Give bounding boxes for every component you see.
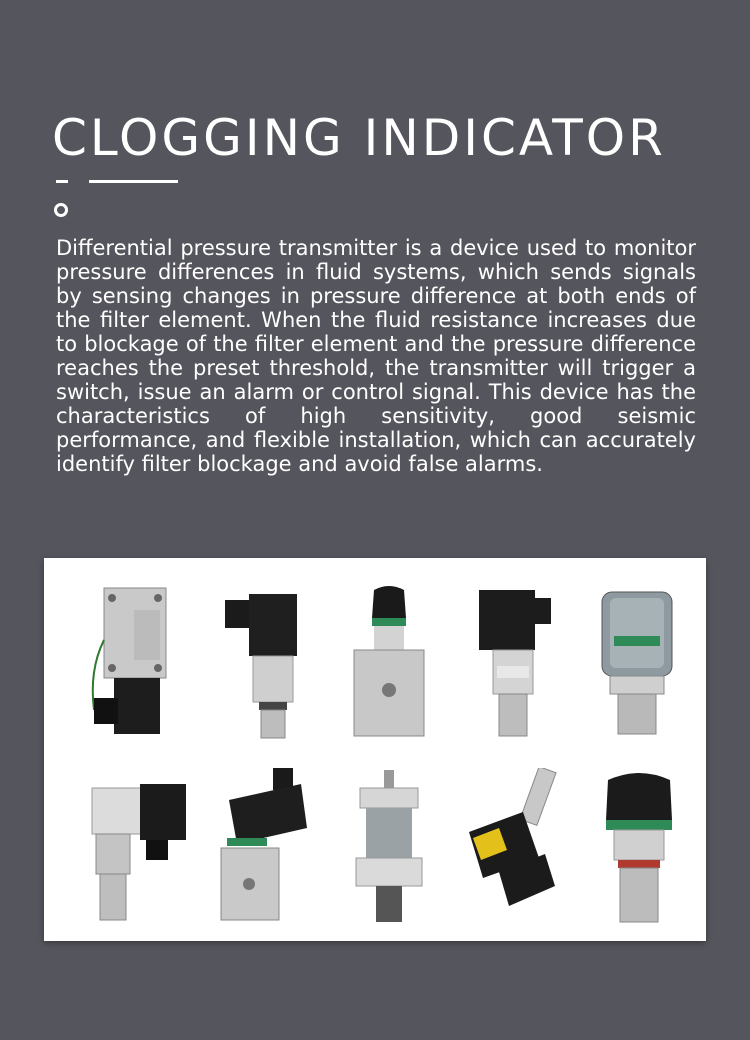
product-image-transparent-cap: [584, 580, 694, 740]
product-image-black-cap-block: [334, 580, 444, 740]
title-divider-short: [56, 180, 68, 183]
description-text: Differential pressure transmitter is a device used to monitor pressure differences in fluid systems, which sends signals by sensing changes in pressure difference at both ends of the filter element. When the fluid resistance increases due to blockage of the filter element and the pressure difference reaches the preset threshold, the transmitter will trigger a switch, issue an alarm or control signal. This device has the characteristics of high sensitivity, good seismic performance, and flexible installation, which can accurately identify filter blockage and avoid false alarms.: [56, 236, 696, 476]
product-image-connector-gauge: [459, 580, 569, 740]
product-image-connector-cartridge: [209, 580, 319, 740]
product-image-yellow-label: [459, 768, 569, 928]
ring-icon: [54, 203, 68, 217]
page-title: CLOGGING INDICATOR: [52, 109, 666, 167]
title-divider-long: [89, 180, 178, 183]
product-image-panel: [44, 558, 706, 941]
product-image-sensor-sleeve: [84, 768, 194, 928]
product-image-green-band-block: [209, 768, 319, 928]
product-image-black-cap-green-band: [584, 768, 694, 928]
product-image-block-switch: [84, 580, 194, 740]
product-image-chrome-visual: [334, 768, 444, 928]
